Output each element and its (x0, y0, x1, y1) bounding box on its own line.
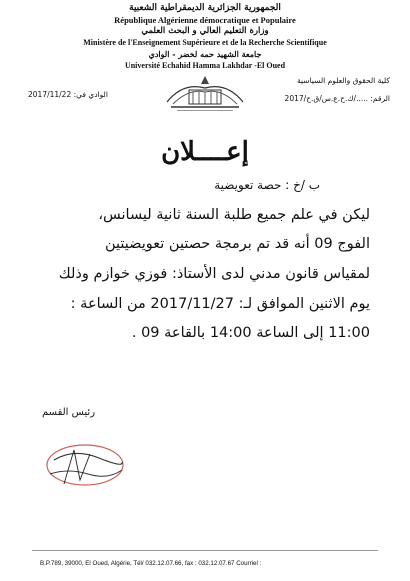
header-ministry-ar: وزارة التعليم العالي و البحث العلمي (141, 26, 269, 36)
header-republic-ar: الجمهورية الجزائرية الديمقراطية الشعبية (129, 3, 281, 13)
faculty-name: كلية الحقوق والعلوم السياسية (297, 76, 390, 85)
announcement-line-4: يوم الاثنين الموافق لـ: 2017/11/27 من الساعة : (70, 296, 370, 312)
header-ministry-fr: Ministère de l'Enseignement Supérieure et de la Recherche Scientifique (83, 38, 327, 47)
announcement-title: إعــــلان (161, 137, 249, 167)
announcement-line-3: لمقياس قانون مدني لدى الأستاذ: فوزي خوازم وذلك (58, 266, 370, 282)
header-university-ar: جامعة الشهيد حمه لخضر - الوادي (148, 49, 262, 59)
signature-title: رئيس القسم (42, 407, 96, 418)
announcement-line-5: 11:00 إلى الساعة 14:00 بالقاعة 09 . (131, 325, 370, 341)
department-stamp (44, 440, 126, 490)
reference-number: الرقم: ...../ك.ح.ع.س/ق.ح/2017 (284, 94, 390, 103)
announcement-line-1: ليكن في علم جميع طلبة السنة ثانية ليسانس، (98, 207, 370, 223)
header-republic-fr: République Algérienne démocratique et Populaire (114, 15, 296, 25)
announcement-subject: ب /خ : حصة تعويضية (214, 178, 320, 192)
header-university-fr: Université Echahid Hamma Lakhdar -El Oued (124, 61, 286, 70)
announcement-line-2: الفوج 09 أنه قد تم برمجة حصتين تعويضيتين (105, 236, 370, 252)
university-logo (163, 72, 247, 114)
place-date: الوادي في: 2017/11/22 (28, 90, 108, 99)
footer-divider (32, 550, 378, 551)
footer-address: B.P.789, 39000, El Oued, Algérie, Tél/ 032.12.07.66, fax : 032.12.07.67 Courriel : (40, 560, 262, 567)
